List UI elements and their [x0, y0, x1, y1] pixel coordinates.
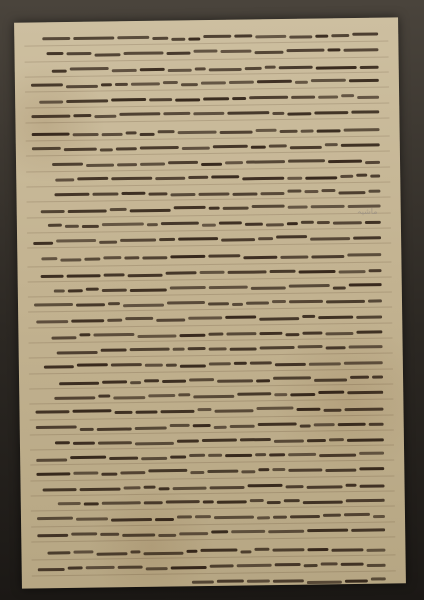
margin-note: ماشیہ — [357, 207, 378, 216]
manuscript-text — [30, 28, 386, 581]
manuscript-page — [14, 17, 406, 588]
